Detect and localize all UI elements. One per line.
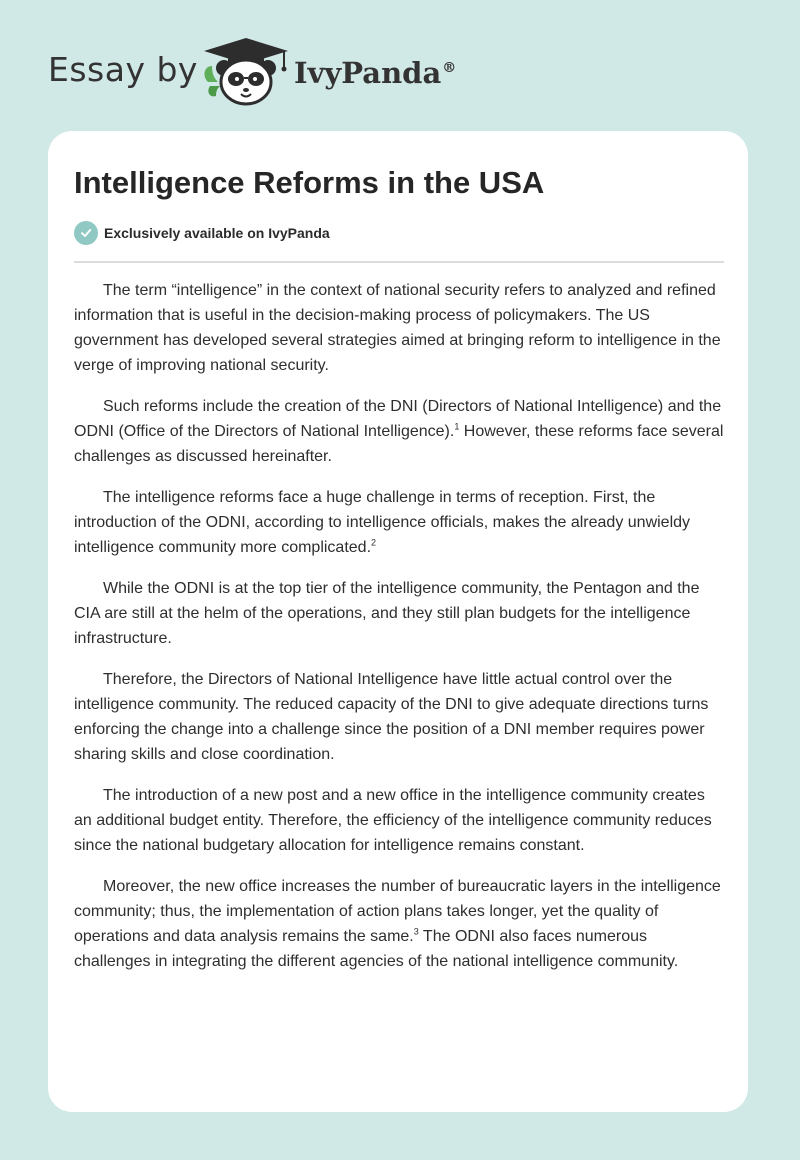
paragraph: While the ODNI is at the top tier of the intelligence community, the Pentagon and the CIA are still at the helm of the operations, and they still plan budgets for the intelligence infrastructure.: [74, 580, 700, 647]
paragraph: Such reforms include the creation of the DNI (Directors of National Intelligence) and the ODNI (Office of the Directors of National Intelligence).$^1$ However, these reforms face several challenges as discussed hereinafter.: [74, 398, 724, 465]
paragraph: The intelligence reforms face a huge challenge in terms of reception. First, the introduction of the ODNI, according to intelligence officials, makes the already unwieldy intelligence community more complicated.$^2$: [74, 489, 691, 556]
registered-mark: ®: [442, 60, 457, 77]
check-circle-icon: [74, 221, 98, 245]
paragraph: Therefore, the Directors of National Intelligence have little actual control over the intelligence community. The reduced capacity of the DNI to give adequate directions turns enforcing the change into a challenge since the position of a DNI member requires power sharing skills and close coordination.: [74, 671, 709, 763]
exclusive-badge: [74, 221, 330, 245]
essay-card: [48, 131, 748, 1112]
paragraph: The term “intelligence” in the context of national security refers to analyzed and refined information that is useful in the decision-making process of policymakers. The US government has developed several strategies aimed at bringing reform to intelligence in the verge of improving national security.: [74, 282, 721, 374]
footnote-ref[interactable]: 3: [413, 926, 419, 937]
panda-graduate-icon[interactable]: [200, 36, 292, 108]
divider: [74, 261, 724, 263]
exclusive-label: Exclusively available on IvyPanda: [104, 225, 330, 241]
essay-by-label: Essay by: [48, 50, 198, 89]
page-title: Intelligence Reforms in the USA: [74, 165, 545, 200]
footnote-ref[interactable]: 1: [454, 421, 460, 432]
brand-name[interactable]: IvyPanda®: [294, 56, 457, 90]
paragraph: Moreover, the new office increases the number of bureaucratic layers in the intelligence community; thus, the implementation of action plans takes longer, yet the quality of operations and data analysis remains the same.$^3$ The ODNI also faces numerous challenges in integrating the different agencies of the national intelligence community.: [74, 878, 721, 970]
essay-body: [74, 278, 724, 990]
footnote-ref[interactable]: 2: [371, 537, 377, 548]
site-header: [0, 0, 800, 130]
paragraph: The introduction of a new post and a new office in the intelligence community creates an additional budget entity. Therefore, the efficiency of the intelligence community reduces since the national budgetary allocation for intelligence remains constant.: [74, 787, 712, 854]
